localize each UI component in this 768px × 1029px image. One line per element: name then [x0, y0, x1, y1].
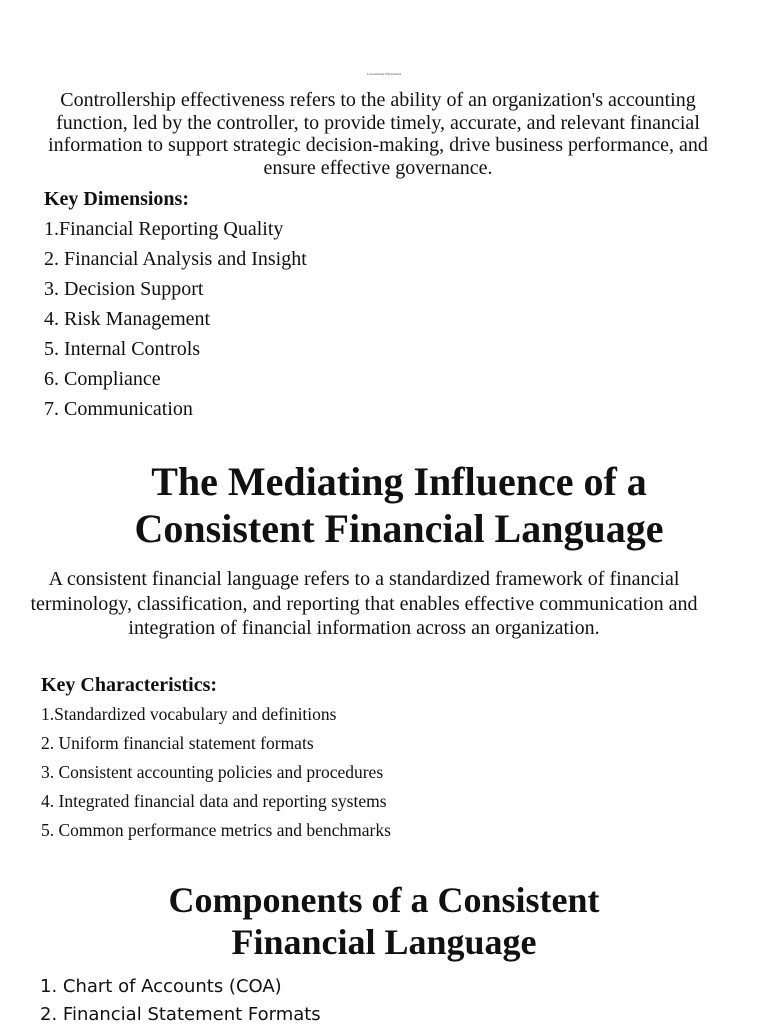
list-item: 4. Risk Management — [44, 308, 211, 330]
list-item: 1.Financial Reporting Quality — [44, 218, 284, 240]
list-item: 6. Compliance — [44, 368, 161, 390]
list-item: 3. Decision Support — [44, 278, 204, 300]
components-title — [0, 879, 768, 963]
list-item: 5. Internal Controls — [44, 338, 201, 360]
list-item: 2. Uniform financial statement formats — [41, 733, 314, 753]
list-item: 1.Standardized vocabulary and definitions — [41, 704, 337, 724]
list-item: 7. Communication — [44, 398, 193, 420]
financial-language-definition-paragraph: A consistent financial language refers to a standardized framework of financial terminology, classification, and reporting that enables effective communication and integration of financial information across an organization. — [30, 568, 698, 639]
key-dimensions-list — [44, 214, 307, 424]
title-line: Components of a Consistent — [168, 880, 600, 920]
key-characteristics-heading: Key Characteristics: — [41, 674, 218, 696]
title-line: Financial Language — [231, 922, 537, 962]
controllership-definition-paragraph: Controllership effectiveness refers to the ability of an organization's accounting function, led by the controller, to provide timely, accurate, and relevant financial information to support strategic decision-making, drive business performance, and ensure effective governance. — [48, 89, 708, 179]
key-dimensions-heading: Key Dimensions: — [44, 188, 189, 210]
list-item: 4. Integrated financial data and reporting systems — [41, 791, 387, 811]
mediating-influence-title — [0, 458, 768, 552]
list-item: 3. Consistent accounting policies and procedures — [41, 762, 384, 782]
list-item: 1. Chart of Accounts (COA) — [40, 976, 282, 997]
list-item: 2. Financial Analysis and Insight — [44, 248, 307, 270]
title-line: The Mediating Influence of a — [151, 459, 647, 504]
title-line: Consistent Financial Language — [134, 506, 664, 551]
list-item: 5. Common performance metrics and benchmarks — [41, 820, 391, 840]
components-list — [40, 973, 321, 1029]
page-header-small-title: Controllership Effectiveness — [366, 72, 402, 76]
list-item: 2. Financial Statement Formats — [40, 1004, 321, 1025]
key-characteristics-list — [41, 700, 391, 845]
